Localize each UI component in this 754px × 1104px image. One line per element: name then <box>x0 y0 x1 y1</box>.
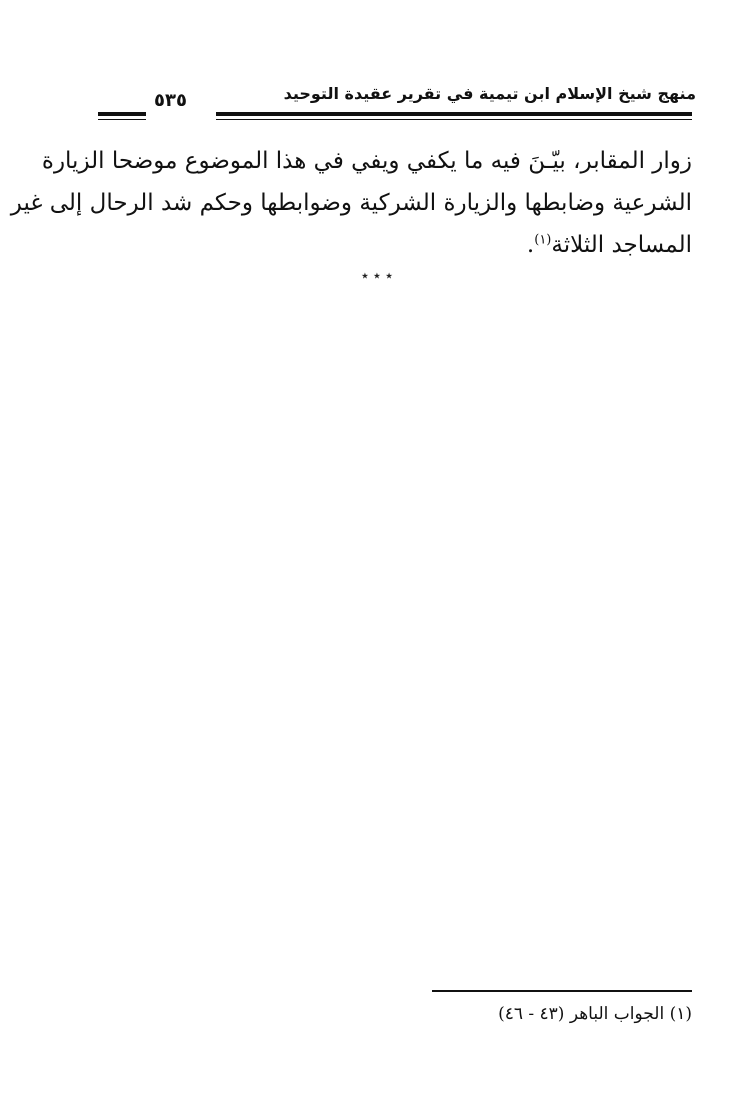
footnote-divider <box>432 990 692 992</box>
header-rule-left-thin <box>98 119 146 120</box>
body-line-1: زوار المقابر، بيّـنَ فيه ما يكفي ويفي في هذا الموضوع موضحا الزيارة <box>41 148 692 174</box>
header-rule-left-thick <box>98 112 146 116</box>
footnote-1: (١) الجواب الباهر (٤٣ - ٤٦) <box>498 1004 692 1024</box>
page-number: ٥٣٥ <box>154 90 187 111</box>
footnote-reference: (١) <box>534 232 552 248</box>
body-line-3-text: المساجد الثلاثة <box>551 232 692 258</box>
body-line-2: الشرعية وضابطها والزيارة الشركية وضوابطها وحكم شد الرحال إلى غير <box>10 190 692 216</box>
body-paragraph <box>10 140 692 266</box>
sentence-end-period: . <box>526 232 535 258</box>
header-rule-right-thin <box>216 119 692 120</box>
running-title: منهج شيخ الإسلام ابن تيمية في تقرير عقيدة التوحيد <box>283 84 696 103</box>
header-rule-right-thick <box>216 112 692 116</box>
body-line-3 <box>100 224 692 266</box>
section-separator: ٭ ٭ ٭ <box>361 268 393 284</box>
